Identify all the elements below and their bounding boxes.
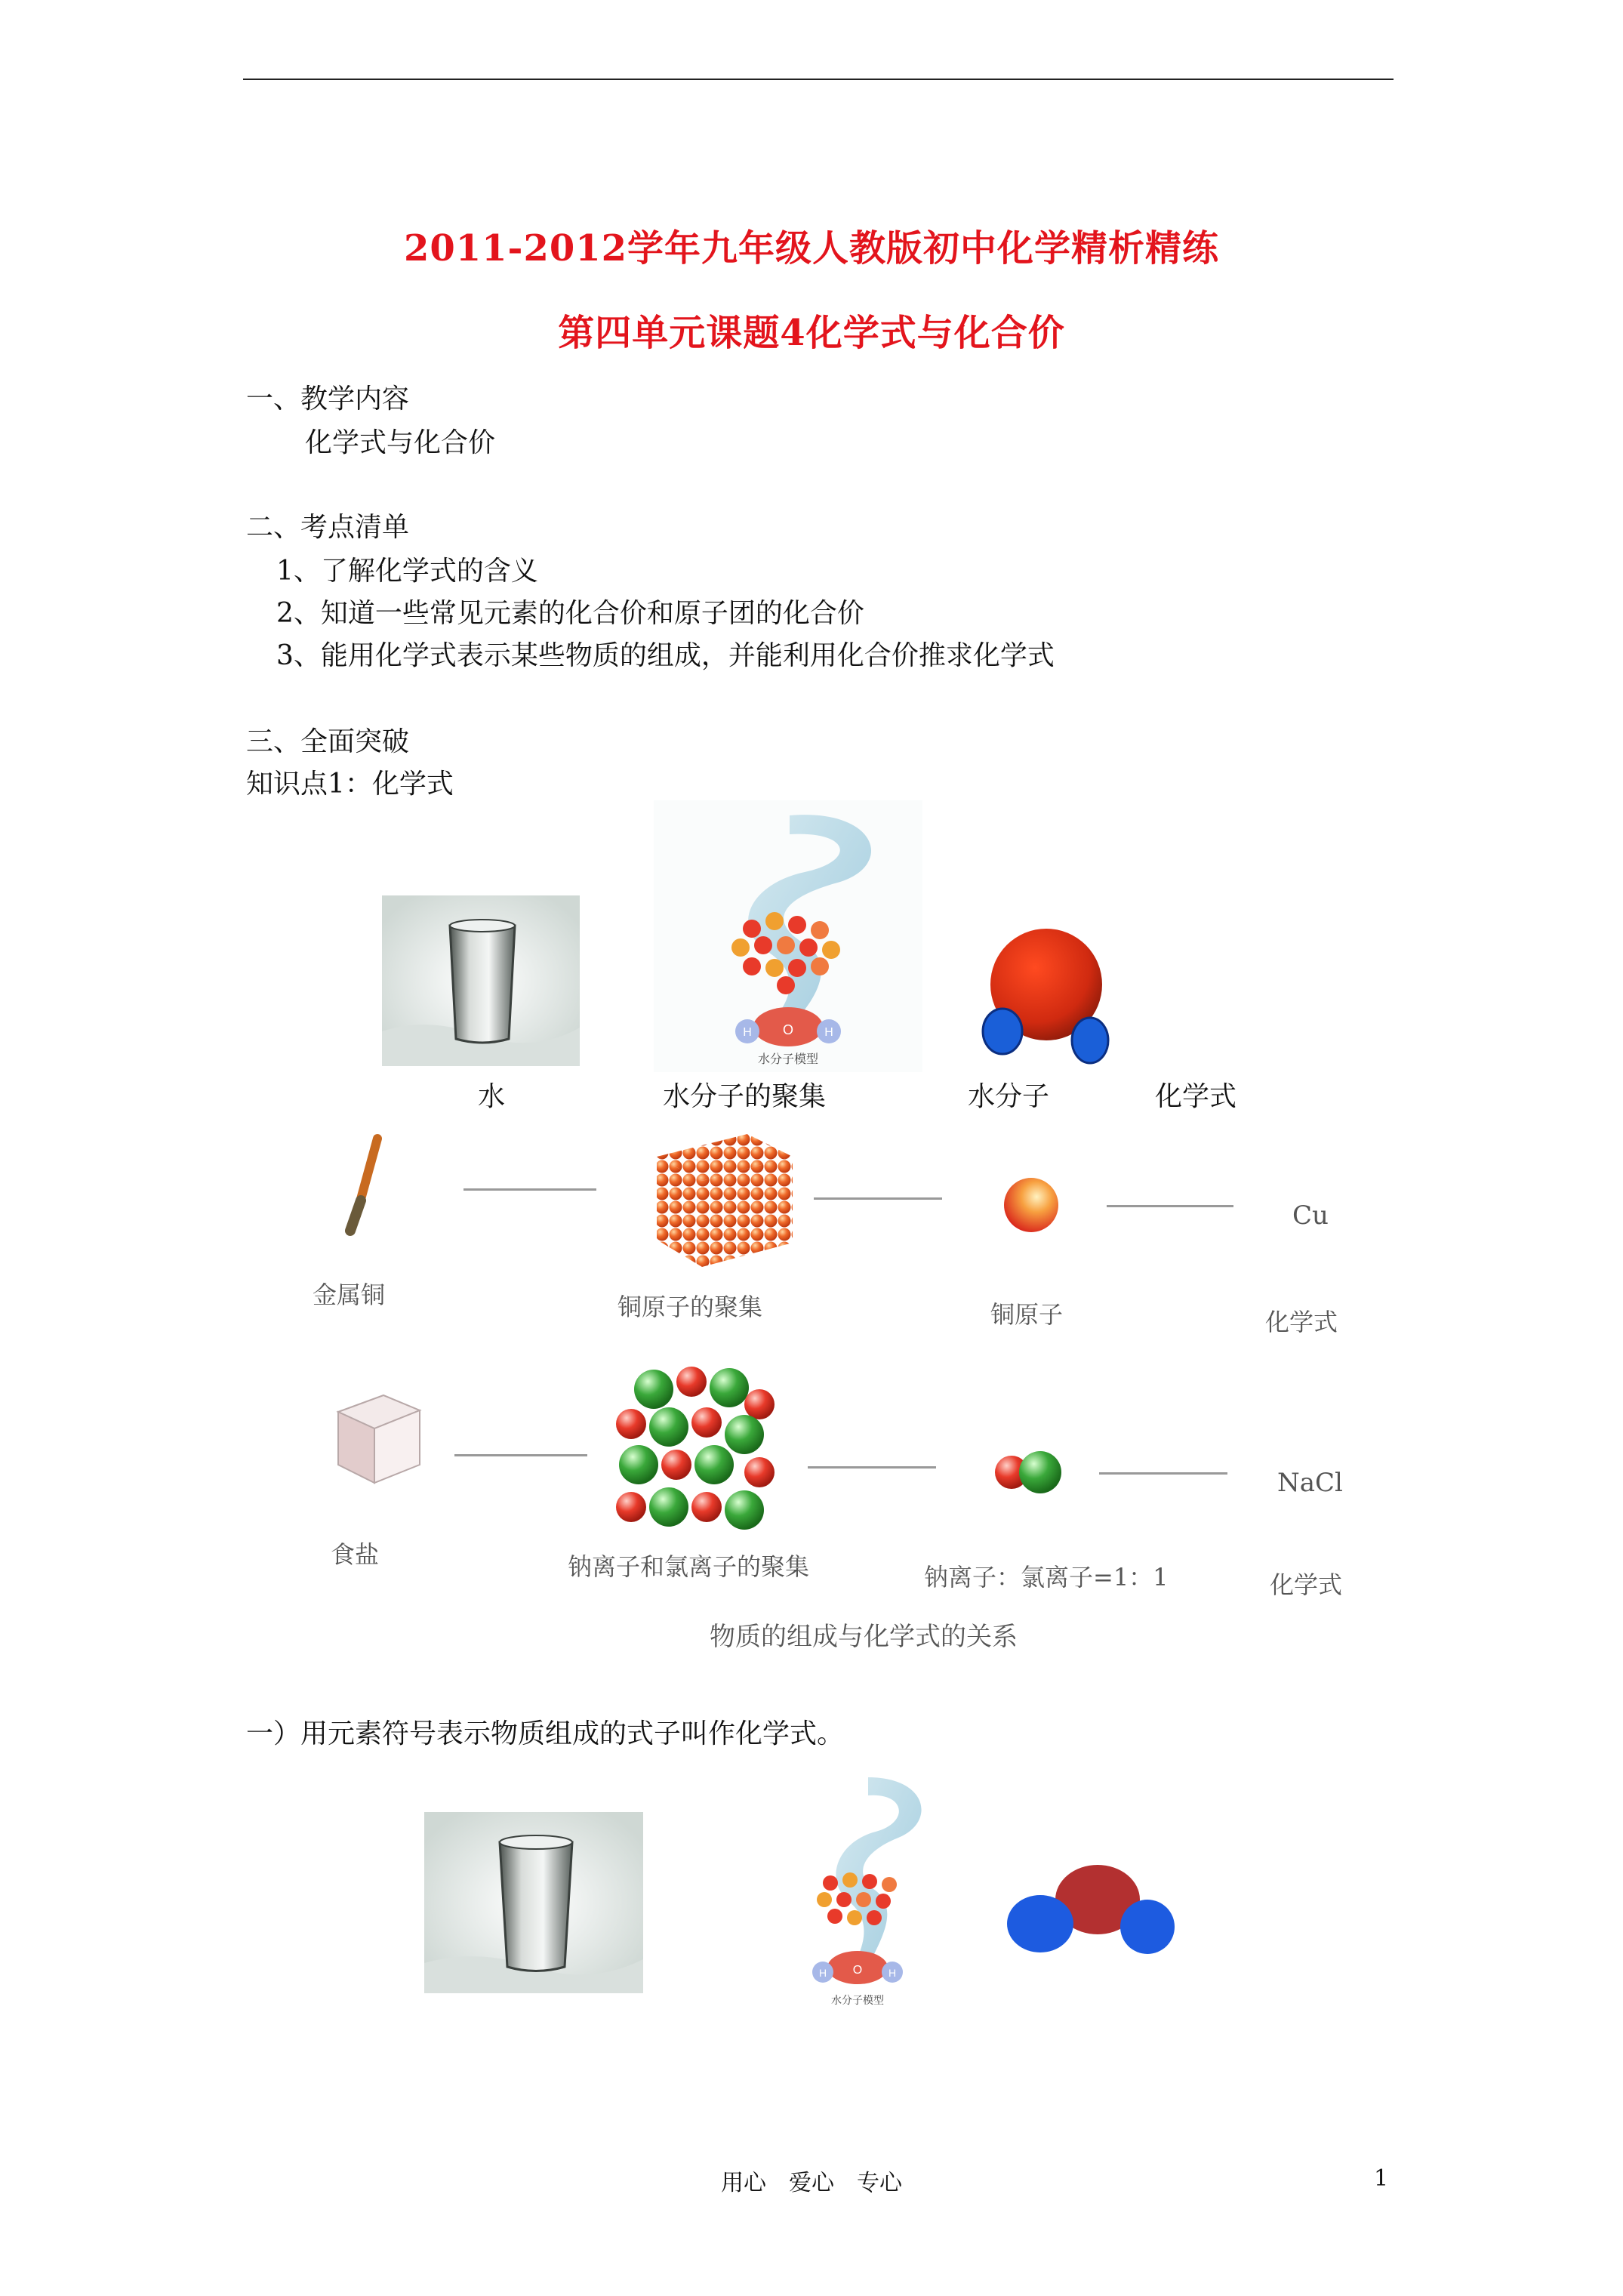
label-copper-aggregation: 铜原子的聚集	[617, 1293, 763, 1321]
ion-pair-image	[986, 1445, 1069, 1499]
section-2-heading: 二、考点清单	[246, 512, 410, 543]
section-3-heading: 三、全面突破	[246, 726, 410, 757]
copper-wire-image	[331, 1133, 391, 1238]
header-rule	[243, 79, 1394, 80]
label-table-salt: 食盐	[331, 1540, 380, 1569]
label-ion-aggregation: 钠离子和氯离子的聚集	[568, 1552, 810, 1581]
salt-crystal-image	[331, 1389, 424, 1487]
label-metal-copper: 金属铜	[313, 1281, 386, 1309]
water-molecule-aggregation-image-2	[778, 1770, 936, 2026]
water-model-label-2: 水分子模型	[831, 1995, 884, 2007]
svg-text:O: O	[852, 1964, 863, 1977]
copper-dash-1	[463, 1188, 596, 1191]
caption-formula: 化学式	[1155, 1081, 1237, 1112]
figure-1-caption: 物质的组成与化学式的关系	[710, 1622, 1018, 1652]
svg-text:H: H	[743, 1026, 752, 1039]
checklist-item-3: 3、能用化学式表示某些物质的组成，并能利用化合价推求化学式	[276, 640, 1055, 671]
footer-text: 用心 爱心 专心	[721, 2170, 902, 2196]
water-molecule-model-2	[1004, 1857, 1185, 1963]
svg-text:H: H	[824, 1026, 833, 1039]
section-1-content: 化学式与化合价	[305, 427, 496, 458]
label-salt-formula: 化学式	[1270, 1570, 1343, 1599]
salt-dash-2	[808, 1466, 936, 1469]
copper-formula: Cu	[1292, 1200, 1329, 1231]
water-molecule-model	[974, 921, 1117, 1069]
title-line-2: 第四单元课题4化学式与化合价	[558, 312, 1065, 354]
copper-dash-3	[1107, 1205, 1233, 1207]
section-1-heading: 一、教学内容	[246, 384, 410, 415]
label-copper-atom: 铜原子	[990, 1300, 1064, 1329]
salt-dash-1	[454, 1454, 587, 1456]
water-model-label: 水分子模型	[757, 1052, 819, 1066]
copper-atom-aggregation-image	[642, 1119, 800, 1270]
salt-formula: NaCl	[1277, 1468, 1343, 1498]
svg-text:O: O	[782, 1022, 794, 1037]
label-ion-ratio: 钠离子：氯离子=1：1	[924, 1563, 1169, 1592]
page-number: 1	[1374, 2165, 1389, 2192]
svg-text:H: H	[888, 1967, 897, 1979]
checklist-item-2: 2、知道一些常见元素的化合价和原子团的化合价	[276, 598, 864, 629]
label-copper-formula: 化学式	[1265, 1308, 1338, 1336]
caption-water: 水	[478, 1081, 506, 1112]
ion-aggregation-image	[608, 1359, 787, 1540]
caption-water-molecule: 水分子	[968, 1081, 1050, 1112]
title-line-1: 2011-2012学年九年级人教版初中化学精析精练	[403, 227, 1220, 270]
salt-dash-3	[1099, 1472, 1227, 1475]
water-molecule-aggregation-image	[654, 800, 922, 1072]
copper-dash-2	[814, 1197, 942, 1200]
checklist-item-1: 1、了解化学式的含义	[276, 556, 538, 587]
knowledge-point-1: 知识点1：化学式	[246, 769, 454, 800]
water-glass-image	[382, 895, 580, 1066]
definition-text: 一）用元素符号表示物质组成的式子叫作化学式。	[246, 1718, 845, 1749]
copper-atom-image	[1001, 1175, 1061, 1235]
svg-text:H: H	[818, 1967, 827, 1979]
caption-water-aggregation: 水分子的聚集	[663, 1081, 827, 1112]
water-glass-image-2	[424, 1812, 643, 1993]
